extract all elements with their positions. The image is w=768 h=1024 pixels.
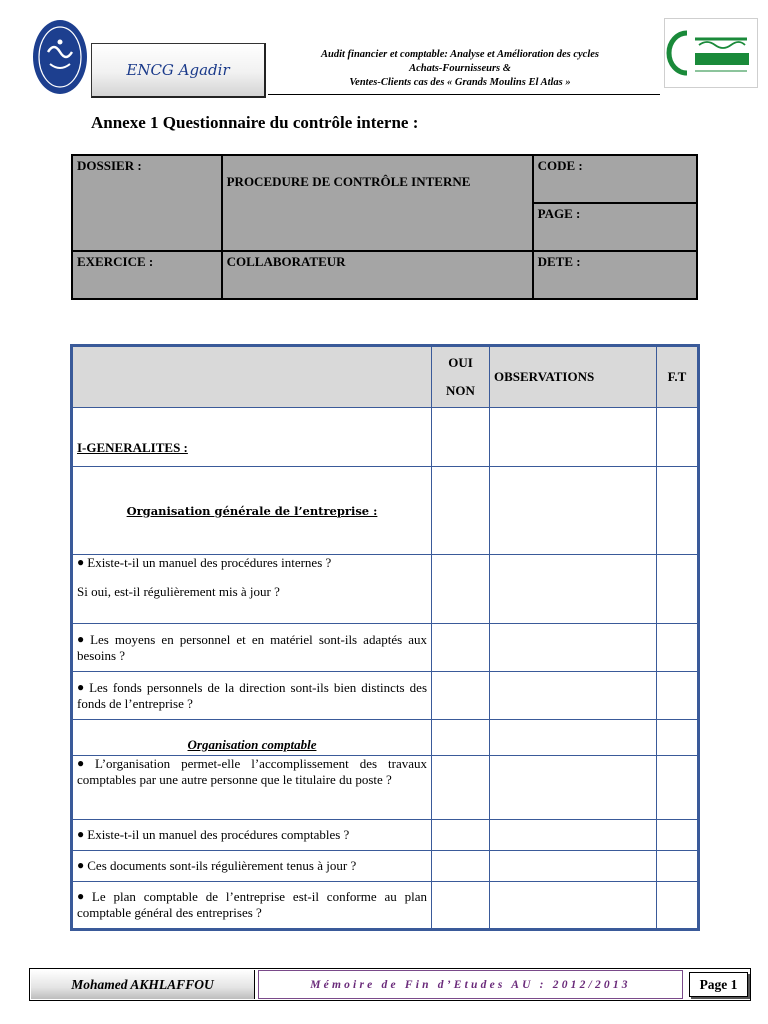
grands-moulins-logo — [664, 18, 758, 88]
observation-cell[interactable] — [490, 851, 657, 882]
collaborateur-cell: COLLABORATEUR — [222, 251, 533, 299]
table-row — [72, 408, 699, 467]
ft-cell[interactable] — [657, 720, 699, 756]
subject-line-3: Ventes-Clients cas des « Grands Moulins El Atlas » — [349, 77, 571, 88]
subsection-organisation-comptable — [72, 720, 432, 756]
answer-cell[interactable] — [432, 820, 490, 851]
oui-label: OUI — [448, 355, 473, 370]
memoir-subject — [276, 48, 644, 90]
procedure-cell: PROCEDURE DE CONTRÔLE INTERNE — [222, 155, 533, 251]
answer-cell[interactable] — [432, 672, 490, 720]
bullet-icon: ● — [77, 889, 89, 903]
question-7 — [72, 882, 432, 930]
bullet-icon: ● — [77, 555, 85, 569]
table-row — [72, 882, 699, 930]
question-text: Si oui, est-il régulièrement mis à jour ? — [77, 584, 280, 599]
question-3 — [72, 672, 432, 720]
oui-non-header — [432, 346, 490, 408]
subject-line-2: Achats-Fournisseurs & — [409, 63, 511, 74]
observation-cell[interactable] — [490, 467, 657, 555]
subsection-organisation-generale — [72, 467, 432, 555]
non-label: NON — [446, 383, 475, 398]
question-text: L’organisation permet-elle l’accomplissement des travaux comptables par une autre personne que le titulaire du poste ? — [77, 756, 427, 787]
question-text: Ces documents sont-ils régulièrement tenus à jour ? — [87, 858, 357, 873]
school-name: ENCG Agadir — [126, 61, 230, 79]
footer-page-number: Page 1 — [689, 972, 748, 997]
school-name-box — [91, 43, 266, 98]
answer-cell[interactable] — [432, 720, 490, 756]
table-row — [72, 820, 699, 851]
observation-cell[interactable] — [490, 624, 657, 672]
section-generalites — [72, 408, 432, 467]
ft-cell[interactable] — [657, 467, 699, 555]
question-6 — [72, 851, 432, 882]
observation-cell[interactable] — [490, 820, 657, 851]
annex-title: Annexe 1 Questionnaire du contrôle interne : — [91, 113, 419, 132]
header-rule — [268, 94, 660, 95]
dossier-cell: DOSSIER : — [72, 155, 222, 251]
table-row — [72, 555, 699, 624]
question-text: Les moyens en personnel et en matériel sont-ils adaptés aux besoins ? — [77, 631, 428, 663]
ft-cell[interactable] — [657, 820, 699, 851]
answer-cell[interactable] — [432, 756, 490, 820]
subsection-title: Organisation comptable — [187, 737, 317, 752]
answer-cell[interactable] — [432, 408, 490, 467]
ft-cell[interactable] — [657, 882, 699, 930]
encg-logo — [32, 18, 88, 96]
ft-header: F.T — [657, 346, 699, 408]
ft-cell[interactable] — [657, 624, 699, 672]
table-row — [72, 720, 699, 756]
answer-cell[interactable] — [432, 467, 490, 555]
question-header — [72, 346, 432, 408]
dossier-table — [71, 154, 698, 300]
table-row — [72, 756, 699, 820]
subsection-title: Organisation générale de l’entreprise : — [126, 503, 378, 518]
table-row — [72, 467, 699, 555]
question-text: Existe-t-il un manuel des procédures internes ? — [87, 555, 332, 570]
page-cell: PAGE : — [533, 203, 697, 251]
code-cell: CODE : — [533, 155, 697, 203]
bullet-icon: ● — [77, 756, 92, 770]
ft-cell[interactable] — [657, 408, 699, 467]
header-row — [72, 346, 699, 408]
answer-cell[interactable] — [432, 624, 490, 672]
question-1 — [72, 555, 432, 624]
observation-cell[interactable] — [490, 882, 657, 930]
answer-cell[interactable] — [432, 882, 490, 930]
question-text: Le plan comptable de l’entreprise est-il conforme au plan comptable général des entreprises ? — [77, 889, 428, 920]
table-row — [72, 851, 699, 882]
footer-author: Mohamed AKHLAFFOU — [31, 970, 255, 999]
answer-cell[interactable] — [432, 851, 490, 882]
question-2 — [72, 624, 432, 672]
observation-cell[interactable] — [490, 672, 657, 720]
ft-cell[interactable] — [657, 756, 699, 820]
question-text: Les fonds personnels de la direction sont-ils bien distincts des fonds de l’entreprise ? — [77, 679, 427, 711]
table-row — [72, 624, 699, 672]
ft-cell[interactable] — [657, 555, 699, 624]
observations-header: OBSERVATIONS — [490, 346, 657, 408]
observation-cell[interactable] — [490, 756, 657, 820]
footer-memo: Mémoire de Fin d’Etudes AU : 2012/2013 — [258, 970, 683, 999]
page-footer — [29, 968, 751, 1001]
ft-cell[interactable] — [657, 672, 699, 720]
bullet-icon: ● — [77, 827, 85, 841]
observation-cell[interactable] — [490, 408, 657, 467]
subject-line-1: Audit financier et comptable: Analyse et Amélioration des cycles — [320, 49, 600, 60]
bullet-icon: ● — [77, 858, 85, 872]
answer-cell[interactable] — [432, 555, 490, 624]
ft-cell[interactable] — [657, 851, 699, 882]
observation-cell[interactable] — [490, 555, 657, 624]
dete-cell: DETE : — [533, 251, 697, 299]
questionnaire-table — [70, 344, 700, 931]
exercice-cell: EXERCICE : — [72, 251, 222, 299]
bullet-icon: ● — [77, 679, 87, 694]
section-title: I-GENERALITES : — [77, 440, 188, 455]
question-5 — [72, 820, 432, 851]
question-text: Existe-t-il un manuel des procédures comptables ? — [87, 827, 350, 842]
table-row — [72, 672, 699, 720]
question-4 — [72, 756, 432, 820]
bullet-icon: ● — [77, 631, 88, 646]
observation-cell[interactable] — [490, 720, 657, 756]
